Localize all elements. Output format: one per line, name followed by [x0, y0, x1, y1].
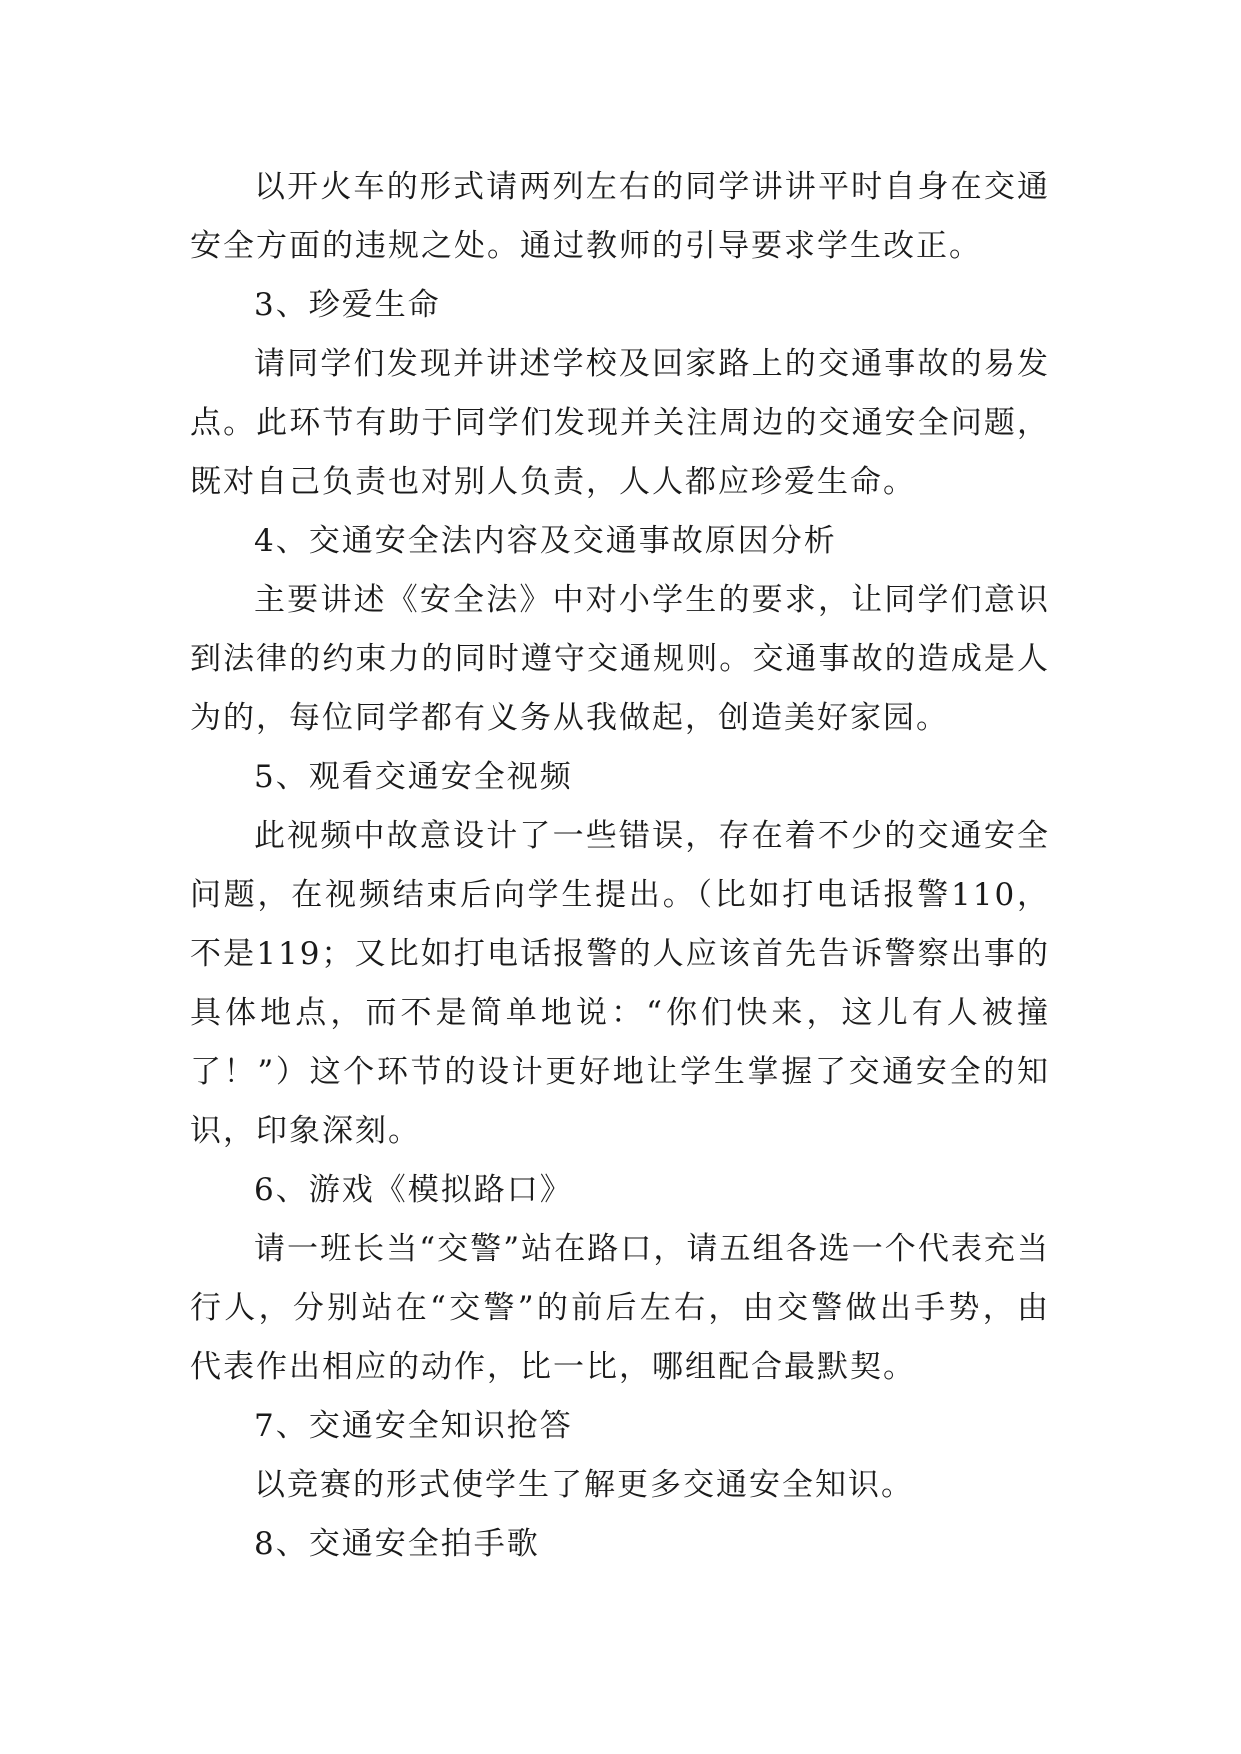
heading-quiz: 7、交通安全知识抢答 — [254, 1408, 573, 1444]
heading-cherish-life: 3、珍爱生命 — [254, 287, 441, 323]
document-body — [190, 158, 1050, 1574]
paragraph-safety-law: 主要讲述《安全法》中对小学生的要求，让同学们意识到法律的约束力的同时遵守交通规则。交通事故的造成是人为的，每位同学都有义务从我做起，创造美好家园。 — [190, 582, 1050, 736]
paragraph-quiz: 以竞赛的形式使学生了解更多交通安全知识。 — [254, 1467, 914, 1503]
heading-clapping-song: 8、交通安全拍手歌 — [254, 1526, 540, 1562]
paragraph-game-rules: 请一班长当“交警”站在路口，请五组各选一个代表充当行人，分别站在“交警”的前后左右，由交警做出手势，由代表作出相应的动作，比一比，哪组配合最默契。 — [190, 1231, 1050, 1385]
paragraph-video-errors: 此视频中故意设计了一些错误，存在着不少的交通安全问题，在视频结束后向学生提出。（比如打电话报警110，不是119；又比如打电话报警的人应该首先告诉警察出事的具体地点，而不是简单地说：“你们快来，这儿有人被撞了！”）这个环节的设计更好地让学生掌握了交通安全的知识，印象深刻。 — [190, 818, 1050, 1149]
heading-traffic-law: 4、交通安全法内容及交通事故原因分析 — [254, 523, 837, 559]
heading-game-crossing: 6、游戏《模拟路口》 — [254, 1172, 573, 1208]
paragraph-accident-spots: 请同学们发现并讲述学校及回家路上的交通事故的易发点。此环节有助于同学们发现并关注周边的交通安全问题，既对自己负责也对别人负责，人人都应珍爱生命。 — [190, 346, 1050, 500]
paragraph-train-discussion: 以开火车的形式请两列左右的同学讲讲平时自身在交通安全方面的违规之处。通过教师的引导要求学生改正。 — [190, 169, 1050, 264]
heading-watch-video: 5、观看交通安全视频 — [254, 759, 573, 795]
